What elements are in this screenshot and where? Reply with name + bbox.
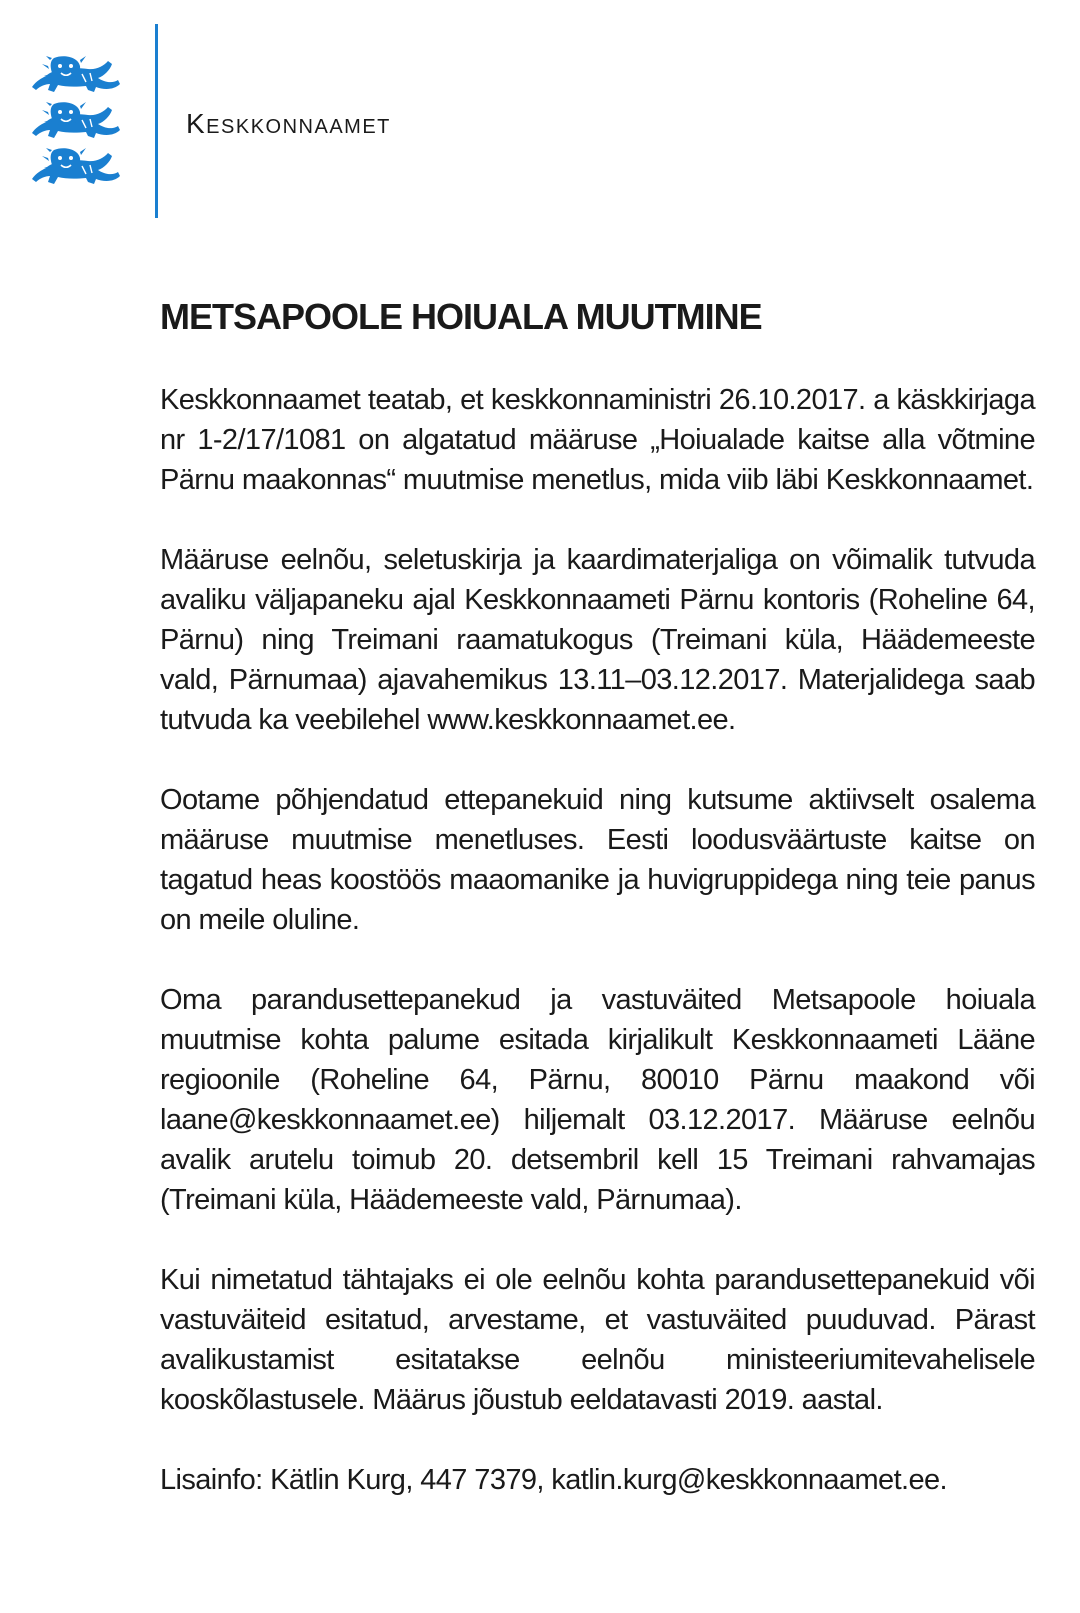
paragraph-submission: Oma parandusettepanekud ja vastuväited Metsapoole hoiuala muutmise kohta palume esitada kirjalikult Keskkonnaameti Lääne regioonile (Roheline 64, Pärnu, 80010 Pärnu maakond või laane@keskkonnaamet.ee) hiljemalt 03.12.2017. Määruse eelnõu avalik arutelu toimub 20. detsembril kell 15 Treimani rahvamajas (Treimani küla, Häädemeeste vald, Pärnumaa). <box>160 984 1035 1216</box>
paragraph-outcome: Kui nimetatud tähtajaks ei ole eelnõu kohta parandusettepanekuid või vastuväiteid esitatud, arvestame, et vastuväited puuduvad. Pärast avalikustamist esitatakse eelnõu ministeeriumitevahelisele kooskõlastusele. Määrus jõustub eeldatavasti 2019. aastal. <box>160 1264 1035 1416</box>
paragraph-announcement: Keskkonnaamet teatab, et keskkonnaministri 26.10.2017. a käskkirjaga nr 1-2/17/1081 on algatatud määruse „Hoiualade kaitse alla võtmine Pärnu maakonnas“ muutmise menetlus, mida viib läbi Keskkonnaamet. <box>160 384 1035 496</box>
paragraph-public-display: Määruse eelnõu, seletuskirja ja kaardimaterjaliga on võimalik tutvuda avaliku väljapaneku ajal Keskkonnaameti Pärnu kontoris (Roheline 64, Pärnu) ning Treimani raamatukogus (Treimani küla, Häädemeeste vald, Pärnumaa) ajavahemikus 13.11–03.12.2017. Materjalidega saab tutvuda ka veebilehel www.keskkonnaamet.ee. <box>160 544 1035 736</box>
contact-line: Lisainfo: Kätlin Kurg, 447 7379, katlin.kurg@keskkonnaamet.ee. <box>160 1464 948 1496</box>
header-divider <box>155 24 158 218</box>
three-lions-coat-of-arms-icon <box>24 52 126 190</box>
lion-icon-3 <box>32 148 120 184</box>
document-body <box>160 380 1035 1500</box>
lion-icon-2 <box>32 102 120 138</box>
lion-icon-1 <box>32 56 120 92</box>
agency-name: Keskkonnaamet <box>186 108 391 139</box>
page-title: METSAPOOLE HOIUALA MUUTMINE <box>160 296 762 337</box>
paragraph-invitation: Ootame põhjendatud ettepanekuid ning kutsume aktiivselt osalema määruse muutmise menetluses. Eesti loodusväärtuste kaitse on tagatud heas koostöös maaomanike ja huvigruppidega ning teie panus on meile oluline. <box>160 784 1035 936</box>
